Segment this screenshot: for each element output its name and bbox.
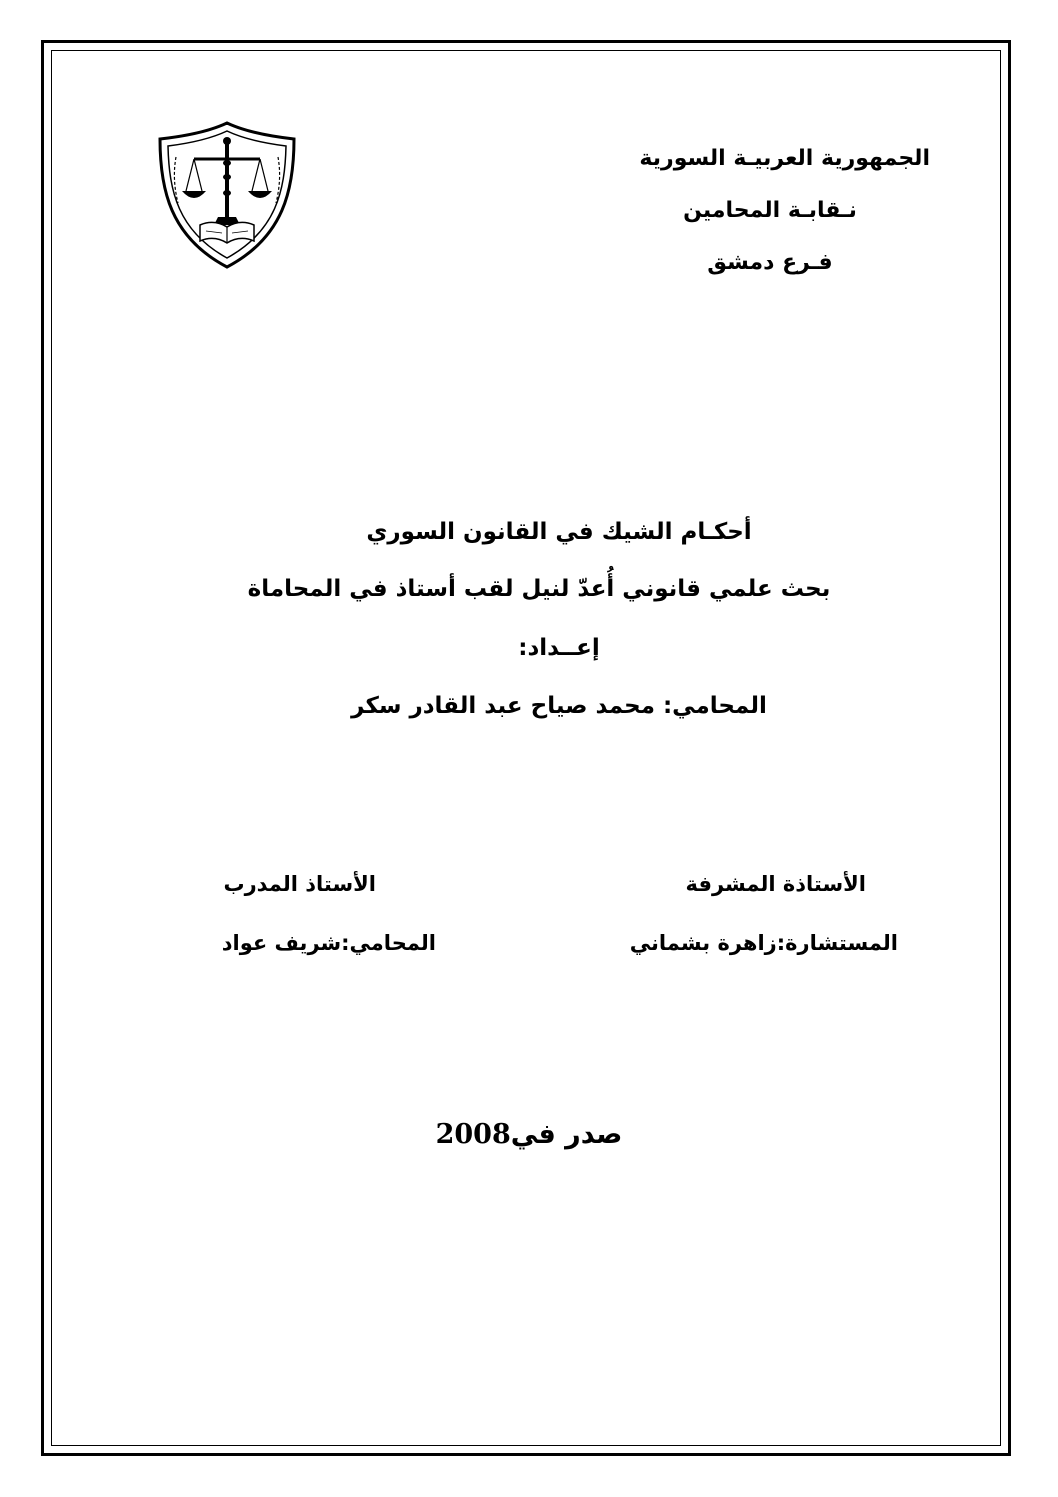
country-name: الجمهورية العربيـة السورية xyxy=(639,146,930,171)
trainer-label: الأستاذ المدرب xyxy=(223,872,376,896)
bar-association-emblem-icon xyxy=(156,119,298,271)
branch-name: فـرع دمشق xyxy=(707,250,833,275)
issued-label: صدر في xyxy=(510,1119,623,1150)
author-name: المحامي: محمد صياح عبد القادر سكر xyxy=(351,693,767,719)
document-title: أحكـام الشيك في القانون السوري xyxy=(366,519,752,545)
supervisor-label: الأستاذة المشرفة xyxy=(685,872,866,896)
prepared-by-label: إعــداد: xyxy=(518,635,600,661)
issued-line xyxy=(0,1119,1058,1150)
syndicate-name: نـقابـة المحامين xyxy=(683,198,857,223)
issued-year: 2008 xyxy=(435,1119,511,1150)
trainer-name: المحامي:شريف عواد xyxy=(221,931,436,955)
supervisor-name: المستشارة:زاهرة بشماني xyxy=(629,931,898,955)
document-subtitle: بحث علمي قانوني أُعدّ لنيل لقب أستاذ في المحاماة xyxy=(247,576,831,602)
